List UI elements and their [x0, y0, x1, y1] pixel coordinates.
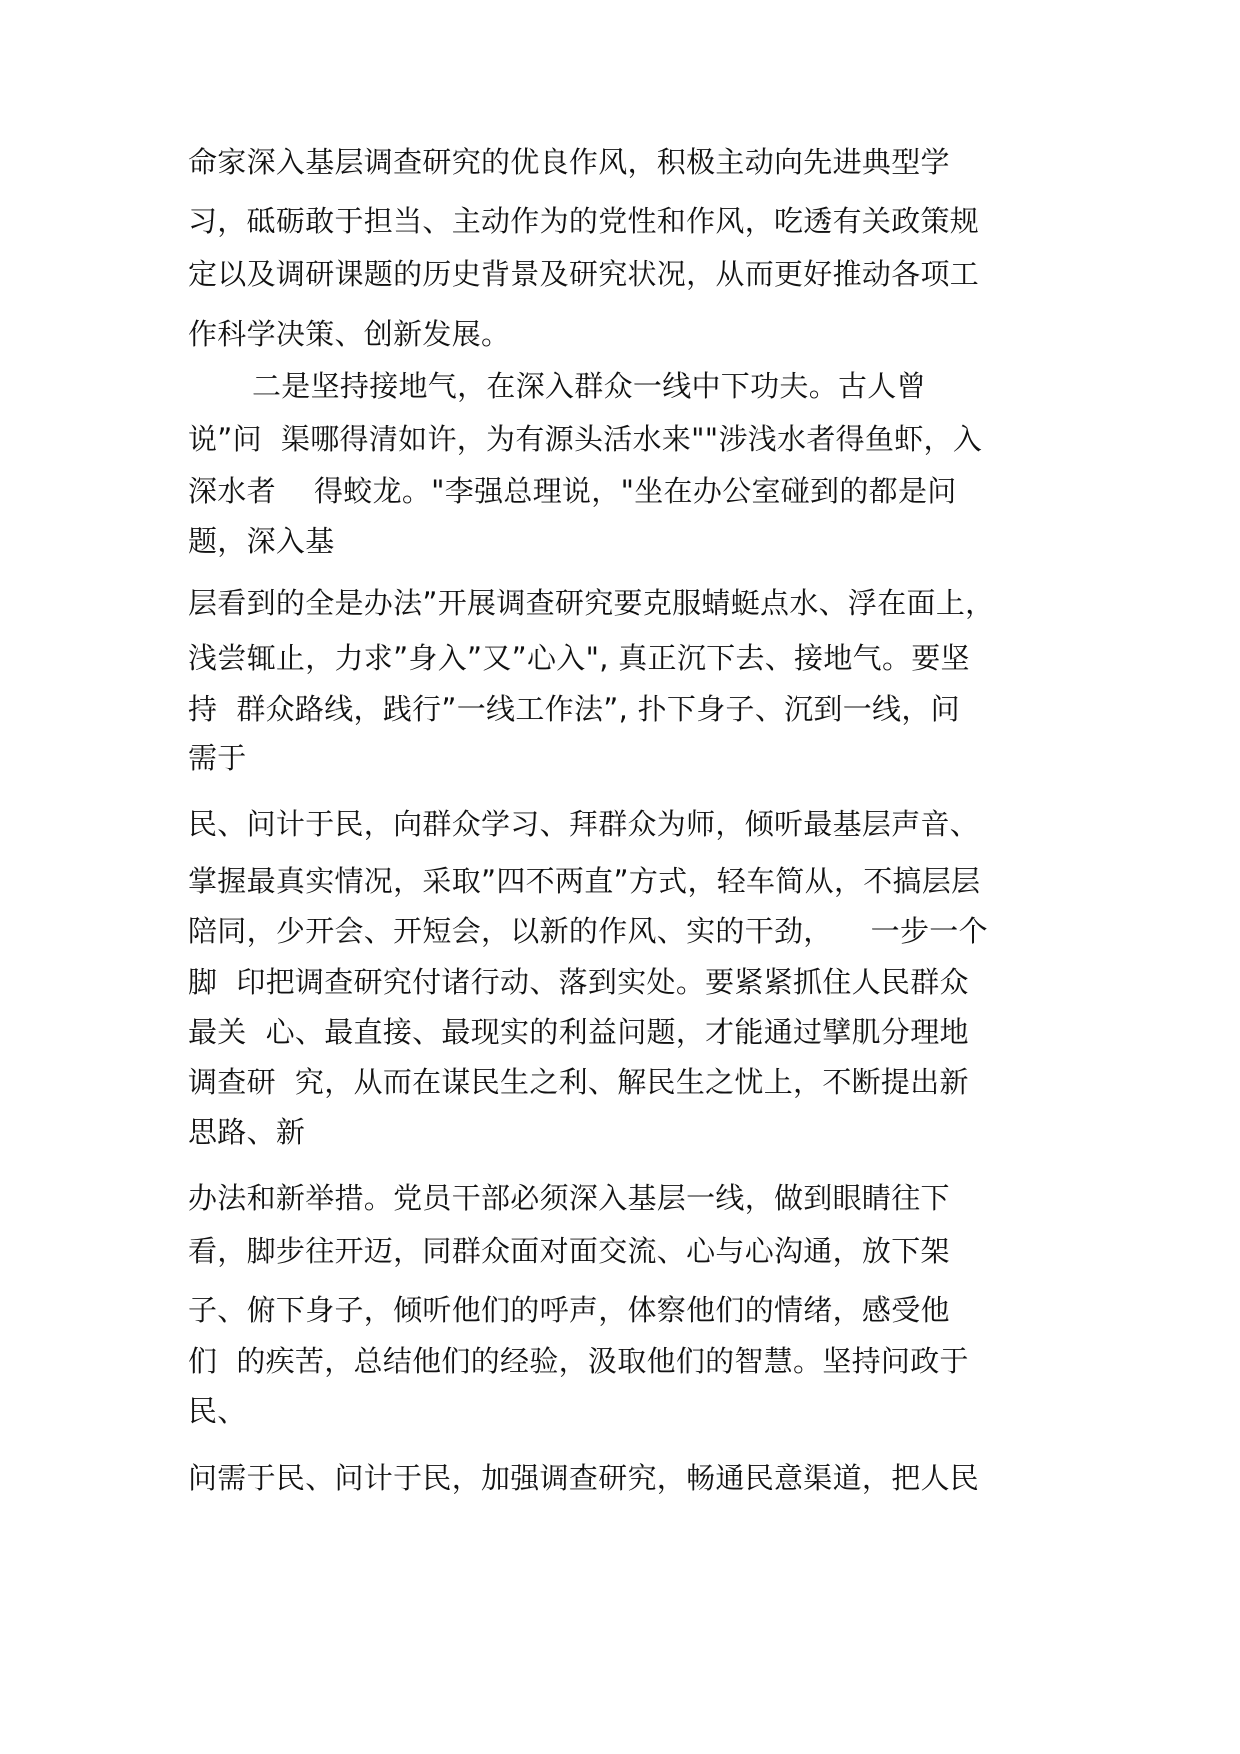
text-line: 陪同，少开会、开短会，以新的作风、实的干劲， 一步一个 — [188, 914, 988, 948]
text-line: 问需于民、问计于民，加强调查研究，畅通民意渠道，把人民 — [188, 1461, 980, 1495]
text-line: 题，深入基 — [188, 524, 335, 558]
text-line: 调查研 究，从而在谋民生之利、解民生之忧上，不断提出新 — [188, 1065, 969, 1099]
text-line: 深水者 得蛟龙。"李强总理说，"坐在办公室碰到的都是问 — [188, 474, 957, 508]
text-line: 民、问计于民，向群众学习、拜群众为师，倾听最基层声音、 — [188, 807, 980, 841]
text-line: 子、俯下身子，倾听他们的呼声，体察他们的情绪，感受他 — [188, 1293, 950, 1327]
text-line: 看，脚步往开迈，同群众面对面交流、心与心沟通，放下架 — [188, 1234, 950, 1268]
text-line: 办法和新举措。党员干部必须深入基层一线，做到眼睛往下 — [188, 1181, 950, 1215]
text-line: 需于 — [188, 741, 247, 775]
text-line: 层看到的全是办法”开展调查研究要克服蜻蜓点水、浮在面上， — [188, 586, 995, 620]
text-line: 定以及调研课题的历史背景及研究状况，从而更好推动各项工 — [188, 257, 980, 291]
text-line: 脚 印把调查研究付诸行动、落到实处。要紧紧抓住人民群众 — [188, 965, 969, 999]
text-line: 思路、新 — [188, 1115, 306, 1149]
text-line: 命家深入基层调查研究的优良作风，积极主动向先进典型学 — [188, 145, 950, 179]
text-line: 持 群众路线，践行”一线工作法”, 扑下身子、沉到一线，问 — [188, 692, 960, 726]
text-line: 浅尝辄止，力求”身入”又”心入", 真正沉下去、接地气。要坚 — [188, 641, 970, 675]
text-line: 作科学决策、创新发展。 — [188, 317, 511, 351]
text-line: 们 的疾苦，总结他们的经验，汲取他们的智慧。坚持问政于 — [188, 1344, 969, 1378]
text-line: 说”问 渠哪得清如许，为有源头活水来""涉浅水者得鱼虾，入 — [188, 422, 983, 456]
paragraph-first-line: 二是坚持接地气，在深入群众一线中下功夫。古人曾 — [252, 369, 926, 403]
text-line: 民、 — [188, 1394, 247, 1428]
text-line: 最关 心、最直接、最现实的利益问题，才能通过擘肌分理地 — [188, 1015, 969, 1049]
text-line: 习，砥砺敢于担当、主动作为的党性和作风，吃透有关政策规 — [188, 204, 980, 238]
text-line: 掌握最真实情况，采取”四不两直”方式，轻车简从，不搞层层 — [188, 864, 981, 898]
